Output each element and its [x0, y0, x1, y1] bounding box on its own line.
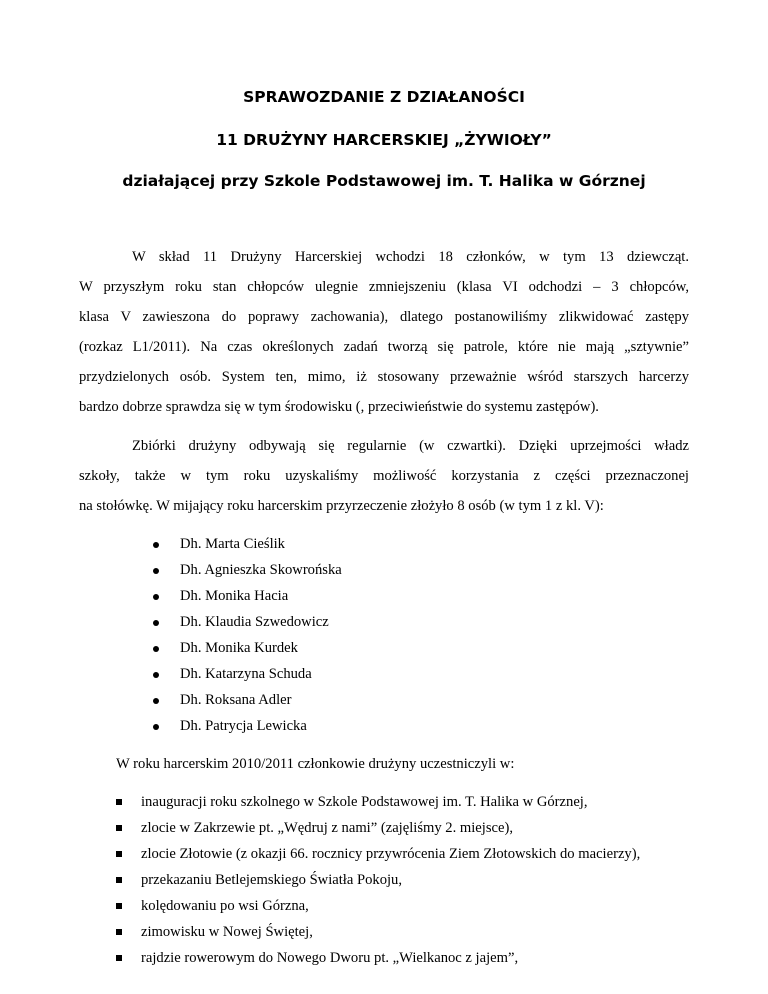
activity-text: zimowisku w Nowej Świętej, [141, 924, 313, 940]
paragraph-2-line: Zbiórki drużyny odbywają się regularnie (w czwartki). Dzięki uprzejmości władz [132, 438, 689, 454]
member-name: Dh. Agnieszka Skowrońska [180, 562, 342, 578]
bullet-icon [153, 672, 159, 678]
activity-text: zlocie w Zakrzewie pt. „Wędruj z nami” (zajęliśmy 2. miejsce), [141, 820, 513, 836]
activity-text: kolędowaniu po wsi Górzna, [141, 898, 309, 914]
bullet-icon [153, 594, 159, 600]
paragraph-1-line: W przyszłym roku stan chłopców ulegnie zmniejszeniu (klasa VI odchodzi – 3 chłopców, [79, 279, 689, 295]
bullet-icon [153, 646, 159, 652]
bullet-icon [153, 698, 159, 704]
paragraph-1-line: W skład 11 Drużyny Harcerskiej wchodzi 18 członków, w tym 13 dziewcząt. [132, 249, 689, 265]
square-bullet-icon [116, 955, 122, 961]
square-bullet-icon [116, 903, 122, 909]
activities-intro: W roku harcerskim 2010/2011 członkowie drużyny uczestniczyli w: [116, 756, 515, 772]
bullet-icon [153, 724, 159, 730]
square-bullet-icon [116, 929, 122, 935]
paragraph-1-line: (rozkaz L1/2011). Na czas określonych zadań tworzą się patrole, które nie mają „sztywnie” [79, 339, 689, 355]
square-bullet-icon [116, 851, 122, 857]
member-name: Dh. Patrycja Lewicka [180, 718, 307, 734]
paragraph-1-line: przydzielonych osób. System ten, mimo, iż stosowany przeważnie wśród starszych harcerzy [79, 369, 689, 385]
bullet-icon [153, 568, 159, 574]
school-subheading: działającej przy Szkole Podstawowej im. T. Halika w Górznej [122, 172, 646, 190]
member-name: Dh. Katarzyna Schuda [180, 666, 312, 682]
paragraph-1-line: bardzo dobrze sprawdza się w tym środowisku (, przeciwieństwie do systemu zastępów). [79, 399, 599, 415]
report-title: SPRAWOZDANIE Z DZIAŁANOŚCI [243, 88, 525, 106]
square-bullet-icon [116, 825, 122, 831]
activity-text: inauguracji roku szkolnego w Szkole Podstawowej im. T. Halika w Górznej, [141, 794, 588, 810]
paragraph-2-line: szkoły, także w tym roku uzyskaliśmy możliwość korzystania z części przeznaczonej [79, 468, 689, 484]
bullet-icon [153, 542, 159, 548]
activity-text: zlocie Złotowie (z okazji 66. rocznicy przywrócenia Ziem Złotowskich do macierzy), [141, 846, 641, 862]
paragraph-2-line: na stołówkę. W mijający roku harcerskim przyrzeczenie złożyło 8 osób (w tym 1 z kl. V): [79, 498, 604, 514]
troop-name-heading: 11 DRUŻYNY HARCERSKIEJ „ŻYWIOŁY” [216, 131, 552, 149]
square-bullet-icon [116, 799, 122, 805]
member-name: Dh. Klaudia Szwedowicz [180, 614, 329, 630]
paragraph-1-line: klasa V zawieszona do poprawy zachowania), dlatego postanowiliśmy zlikwidować zastępy [79, 309, 689, 325]
member-name: Dh. Monika Hacia [180, 588, 289, 604]
square-bullet-icon [116, 877, 122, 883]
activity-text: przekazaniu Betlejemskiego Światła Pokoju, [141, 872, 402, 888]
bullet-icon [153, 620, 159, 626]
activity-text: rajdzie rowerowym do Nowego Dworu pt. „Wielkanoc z jajem”, [141, 950, 519, 966]
member-name: Dh. Marta Cieślik [180, 536, 285, 552]
member-name: Dh. Monika Kurdek [180, 640, 298, 656]
member-name: Dh. Roksana Adler [180, 692, 292, 708]
